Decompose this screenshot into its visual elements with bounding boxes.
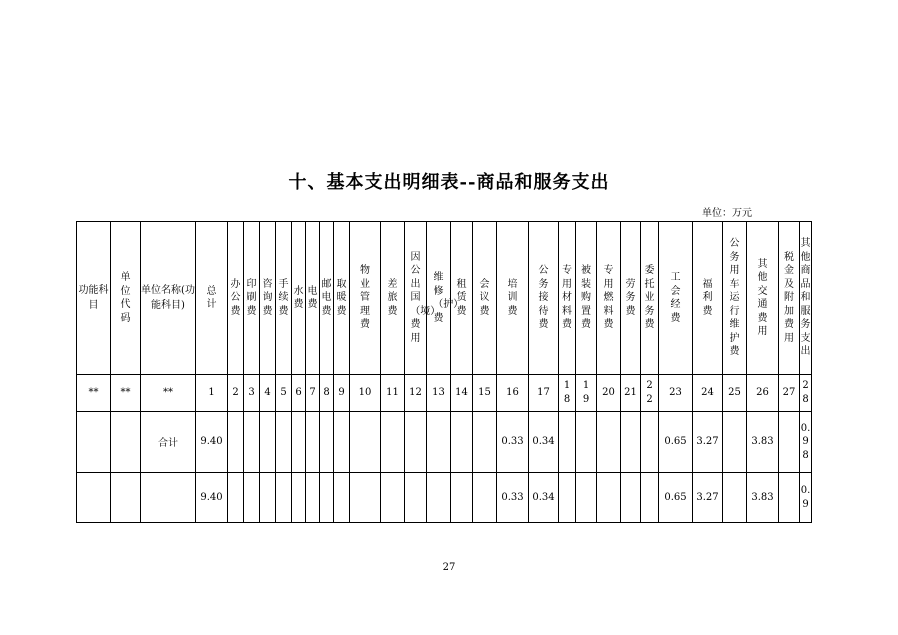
column-header: [111, 222, 141, 375]
column-header: [597, 222, 621, 375]
column-index: [659, 375, 693, 411]
column-header-label: 专用材料费: [562, 265, 572, 331]
column-header-label: 印刷费: [246, 278, 257, 317]
table-cell: [276, 411, 292, 473]
table-cell: [77, 411, 111, 473]
column-header-label: 物业管理费: [360, 265, 370, 331]
column-index-label: 23: [669, 387, 682, 399]
column-index-label: 4: [264, 387, 271, 399]
column-index: [244, 375, 260, 411]
column-header-label: 总计: [206, 285, 217, 311]
column-header-label: 维修（护）费: [433, 272, 464, 324]
table-cell: [659, 411, 693, 473]
column-header-label: 电费: [307, 285, 318, 311]
column-index-label: **: [88, 387, 99, 399]
column-header: [381, 222, 405, 375]
column-header-label: 手续费: [278, 278, 289, 317]
table-cell-value: 0.33: [501, 492, 524, 504]
column-header: [244, 222, 260, 375]
column-index-label: 25: [728, 387, 741, 399]
column-header: [260, 222, 276, 375]
column-index: [405, 375, 427, 411]
table-cell: [196, 411, 228, 473]
column-index-label: 5: [280, 387, 287, 399]
column-index-label: 16: [506, 387, 519, 399]
table-cell: [111, 473, 141, 523]
column-index-label: 7: [309, 387, 316, 399]
table-cell: [141, 411, 196, 473]
column-header-label: 取暖费: [336, 278, 347, 317]
table-cell-value: 3.27: [696, 492, 719, 504]
table-cell: [292, 411, 306, 473]
table-cell: [641, 411, 659, 473]
column-index: [529, 375, 559, 411]
column-index: [779, 375, 800, 411]
column-header: [292, 222, 306, 375]
column-header: [779, 222, 800, 375]
table-cell: [292, 473, 306, 523]
column-index: [292, 375, 306, 411]
table-cell-value: 3.83: [751, 436, 774, 448]
column-index: [334, 375, 350, 411]
table-cell: [576, 411, 597, 473]
table-cell: [260, 473, 276, 523]
table-cell: [405, 473, 427, 523]
column-index: [497, 375, 529, 411]
column-index: [641, 375, 659, 411]
column-header: [228, 222, 244, 375]
column-index-label: **: [120, 387, 131, 399]
table-cell: [693, 411, 723, 473]
table-cell-value: 3.83: [751, 492, 774, 504]
table-cell: [427, 473, 451, 523]
column-index-label: 24: [701, 387, 714, 399]
table-cell-value: 0.9: [800, 485, 811, 510]
column-header: [800, 222, 812, 375]
table-cell: [597, 473, 621, 523]
column-index-label: 20: [602, 387, 615, 399]
column-index: [723, 375, 747, 411]
column-index-label: 9: [338, 387, 345, 399]
expense-table: [76, 221, 812, 523]
column-header-label: 专用燃料费: [603, 265, 614, 331]
table-cell: [77, 473, 111, 523]
table-cell: [779, 411, 800, 473]
column-index-label: 18: [563, 380, 571, 405]
column-index-label: 26: [756, 387, 769, 399]
table-cell-value: 9.40: [200, 436, 223, 448]
column-header: [497, 222, 529, 375]
table-cell: [473, 473, 497, 523]
table-cell-value: 9.40: [200, 492, 223, 504]
column-header-label: 水费: [293, 285, 304, 311]
table-cell: [381, 411, 405, 473]
column-index: [576, 375, 597, 411]
table-cell: [244, 411, 260, 473]
table-cell-value: 0.65: [664, 436, 687, 448]
table-row: [77, 411, 812, 473]
page-title: 十、基本支出明细表--商品和服务支出: [288, 172, 610, 193]
column-index: [451, 375, 473, 411]
column-header-label: 咨询费: [262, 278, 273, 317]
table-cell: [576, 473, 597, 523]
column-index-label: 13: [432, 387, 445, 399]
column-index-label: 17: [537, 387, 550, 399]
table-cell: [747, 411, 779, 473]
column-index: [597, 375, 621, 411]
table-cell: [320, 411, 334, 473]
column-header: [659, 222, 693, 375]
table-cell-value: 3.27: [696, 436, 719, 448]
header-row: [77, 222, 812, 375]
table-cell: [497, 411, 529, 473]
column-header-label: 租赁费: [456, 278, 467, 317]
table-cell: [747, 473, 779, 523]
column-header: [473, 222, 497, 375]
column-header: [693, 222, 723, 375]
table-cell: [693, 473, 723, 523]
column-index-label: 2: [232, 387, 239, 399]
column-index: [350, 375, 381, 411]
table-cell: [723, 411, 747, 473]
page-number: 27: [442, 562, 456, 573]
table-cell: [350, 411, 381, 473]
column-header-label: 单位名称(功能科目): [141, 285, 195, 312]
table-cell: [196, 473, 228, 523]
column-header: [334, 222, 350, 375]
table-row: [77, 473, 812, 523]
table-cell: [228, 411, 244, 473]
column-header: [621, 222, 641, 375]
table-cell: [260, 411, 276, 473]
column-header-label: 单位代码: [120, 272, 131, 324]
table-cell-value: 0.33: [501, 436, 524, 448]
table-cell: [597, 411, 621, 473]
table-cell-value: 0.34: [532, 436, 555, 448]
column-header: [77, 222, 111, 375]
table-cell: [350, 473, 381, 523]
column-header: [196, 222, 228, 375]
column-header: [723, 222, 747, 375]
column-index-label: 1: [208, 387, 215, 399]
column-header-label: 邮电费: [321, 278, 332, 317]
column-index-label: 21: [624, 387, 637, 399]
column-index-label: 27: [782, 387, 796, 399]
column-index-label: **: [163, 387, 173, 399]
column-index: [693, 375, 723, 411]
column-header: [641, 222, 659, 375]
column-header: [306, 222, 320, 375]
column-header-label: 其他商品和服务支出: [800, 238, 811, 358]
column-index-label: 11: [386, 387, 399, 399]
column-index-label: 10: [358, 387, 372, 399]
table-cell: [381, 473, 405, 523]
table-cell: [723, 473, 747, 523]
table-cell: [559, 411, 576, 473]
table-cell: [111, 411, 141, 473]
column-header: [320, 222, 334, 375]
table-cell: [405, 411, 427, 473]
column-index: [473, 375, 497, 411]
table-cell-value: 0.98: [800, 422, 811, 461]
table-cell: [427, 411, 451, 473]
column-index: [427, 375, 451, 411]
table-cell: [334, 411, 350, 473]
column-index: [800, 375, 812, 411]
column-header: [276, 222, 292, 375]
column-index-label: 8: [323, 387, 330, 399]
column-index: [77, 375, 111, 411]
table-cell: [141, 473, 196, 523]
column-index-label: 14: [455, 387, 468, 399]
table-cell: [641, 473, 659, 523]
column-index: [260, 375, 276, 411]
table-cell: [529, 473, 559, 523]
table-cell: [621, 411, 641, 473]
column-index: [320, 375, 334, 411]
column-index-label: 6: [295, 387, 302, 399]
column-header-label: 委托业务费: [644, 265, 655, 331]
column-header: [576, 222, 597, 375]
column-index-label: 12: [409, 387, 422, 399]
column-index: [196, 375, 228, 411]
column-index-label: 28: [802, 380, 809, 405]
column-index: [228, 375, 244, 411]
table-cell: [800, 473, 812, 523]
column-index: [621, 375, 641, 411]
column-header-label: 被装购置费: [581, 265, 591, 331]
table-cell: [451, 411, 473, 473]
column-header-label: 培训费: [507, 278, 518, 317]
column-header-label: 其他交通费用: [757, 258, 768, 338]
column-header: [559, 222, 576, 375]
index-row: [77, 375, 812, 411]
table-cell: [244, 473, 260, 523]
column-header-label: 因公出国（境）费用: [410, 251, 441, 344]
table-cell: [529, 411, 559, 473]
column-header-label: 公务接待费: [538, 265, 549, 331]
column-header-label: 会议费: [479, 278, 490, 317]
column-header-label: 差旅费: [387, 278, 398, 317]
table-cell-value: 0.34: [532, 492, 555, 504]
column-index-label: 3: [248, 387, 255, 399]
table-cell: [800, 411, 812, 473]
column-index: [747, 375, 779, 411]
column-header: [529, 222, 559, 375]
column-index: [276, 375, 292, 411]
column-index: [559, 375, 576, 411]
column-header: [747, 222, 779, 375]
table-cell: [306, 411, 320, 473]
column-header-label: 办公费: [230, 278, 241, 317]
column-header-label: 劳务费: [625, 278, 636, 317]
table-cell-value: 合计: [158, 438, 178, 450]
column-header: [141, 222, 196, 375]
table-cell: [621, 473, 641, 523]
column-index-label: 19: [582, 380, 590, 405]
table-cell: [559, 473, 576, 523]
column-header-label: 税金及附加费用: [784, 251, 794, 344]
column-index: [306, 375, 320, 411]
unit-label: 单位：万元: [702, 208, 752, 219]
table-cell: [320, 473, 334, 523]
column-index: [381, 375, 405, 411]
table-cell: [228, 473, 244, 523]
column-index-label: 22: [646, 380, 653, 405]
column-header-label: 工会经费: [670, 272, 681, 324]
column-index: [111, 375, 141, 411]
table-cell: [659, 473, 693, 523]
column-header-label: 功能科目: [78, 285, 109, 312]
table-cell: [779, 473, 800, 523]
table-cell-value: 0.65: [664, 492, 687, 504]
table-cell: [451, 473, 473, 523]
column-header-label: 福利费: [702, 278, 713, 317]
table-cell: [334, 473, 350, 523]
column-index-label: 15: [478, 387, 491, 399]
column-header-label: 公务用车运行维护费: [729, 238, 740, 358]
column-header: [350, 222, 381, 375]
column-header: [405, 222, 441, 375]
table-cell: [473, 411, 497, 473]
column-index: [141, 375, 196, 411]
table-cell: [497, 473, 529, 523]
table-cell: [276, 473, 292, 523]
table-cell: [306, 473, 320, 523]
